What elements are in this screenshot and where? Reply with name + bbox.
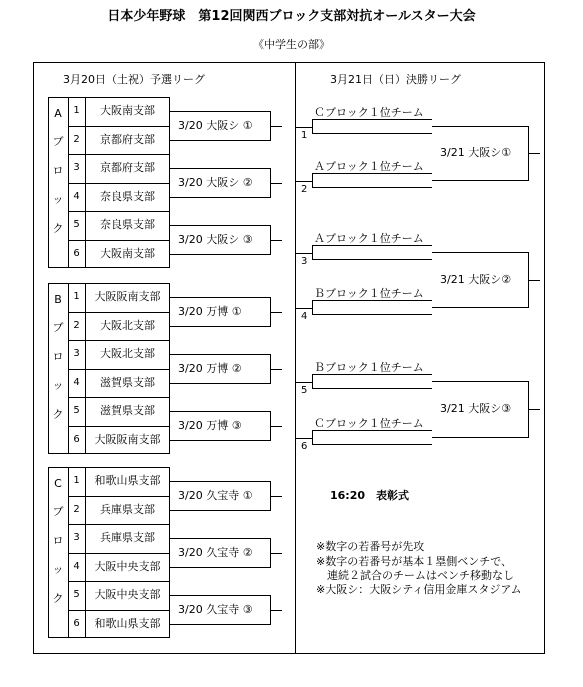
bracket-line [170, 297, 270, 298]
final-match-label: 3/21 大阪シ① [440, 146, 512, 159]
slot-line [312, 374, 432, 375]
team-name: 大阪阪南支部 [94, 432, 161, 446]
ceremony-text: 16:20 表彰式 [330, 489, 410, 502]
slot-line [312, 173, 432, 174]
final-slot-label: Ｃブロック１位チーム [314, 106, 424, 119]
slot-number: 3 [301, 256, 308, 267]
team-name: 京都府支部 [100, 161, 155, 174]
row-divider [68, 240, 170, 241]
row-divider [68, 610, 170, 611]
team-number: 5 [73, 219, 80, 230]
bracket-line [270, 426, 282, 427]
slot-line [312, 300, 313, 315]
match-label: 3/20 大阪シ ① [178, 118, 253, 132]
final-slot-label: Ｃブロック１位チーム [314, 417, 424, 430]
bracket-line [170, 225, 270, 226]
slot-line [312, 245, 432, 246]
bracket-line [170, 197, 270, 198]
slot-stub [296, 127, 312, 128]
final-match-label: 3/21 大阪シ② [440, 272, 512, 286]
bracket-line [528, 409, 540, 410]
match-label: 3/20 大阪シ ② [178, 175, 253, 189]
row-divider [68, 369, 170, 370]
team-number: 3 [73, 532, 80, 543]
block-label-char: ロ [52, 534, 64, 547]
team-name: 大阪南支部 [100, 104, 155, 117]
match-label: 3/20 万博 ③ [178, 418, 242, 432]
team-name: 大阪中央支部 [94, 588, 161, 601]
bracket-line [528, 280, 540, 281]
bracket-line [270, 553, 282, 554]
slot-stub [296, 308, 312, 309]
slot-line [312, 300, 432, 301]
block-letter: A [54, 107, 62, 120]
team-number: 6 [73, 617, 80, 629]
team-number: 6 [73, 247, 80, 259]
row-divider [68, 211, 170, 212]
slot-line [312, 430, 313, 445]
match-label: 3/20 久宝寺 ① [178, 488, 253, 502]
final-slot-label: Ｂブロック１位チーム [314, 361, 424, 374]
team-number: 1 [73, 105, 80, 116]
match-label: 3/20 万博 ② [178, 361, 242, 375]
block-label-char: ク [52, 592, 64, 605]
bracket-line [170, 595, 270, 596]
bracket-line [170, 624, 270, 625]
bracket-line [170, 440, 270, 441]
bracket-line [270, 610, 282, 611]
slot-stub [296, 253, 312, 254]
team-number: 5 [73, 405, 80, 416]
bracket-line [170, 411, 270, 412]
slot-line [312, 173, 313, 188]
match-label: 3/20 久宝寺 ③ [178, 602, 253, 616]
slot-line [312, 430, 432, 431]
team-name: 大阪北支部 [100, 318, 155, 332]
block-label-char: ブ [52, 321, 64, 334]
slot-number: 5 [301, 385, 308, 396]
team-name: 兵庫県支部 [100, 502, 155, 516]
team-number: 3 [73, 162, 80, 173]
prelim-header: 3月20日（土祝）予選リーグ [63, 73, 205, 86]
slot-stub [296, 382, 312, 383]
slot-line [312, 259, 432, 260]
bracket-line [170, 354, 270, 355]
block-letter: B [54, 293, 62, 306]
slot-stub [296, 438, 312, 439]
team-number: 1 [73, 291, 80, 302]
final-header: 3月21日（日）決勝リーグ [330, 73, 461, 86]
team-name: 大阪北支部 [100, 347, 155, 360]
block-label-char: ッ [52, 379, 64, 392]
match-label: 3/20 久宝寺 ② [178, 545, 253, 559]
team-name: 和歌山県支部 [94, 474, 161, 487]
bracket-line [170, 510, 270, 511]
team-name: 京都府支部 [100, 132, 155, 146]
slot-number: 1 [301, 130, 308, 141]
final-slot-label: Ｂブロック１位チーム [314, 287, 424, 300]
block-label-char: ッ [52, 563, 64, 576]
team-number: 1 [73, 475, 80, 486]
team-name: 大阪阪南支部 [94, 290, 161, 303]
bracket-line [432, 252, 528, 253]
bracket-line [432, 307, 528, 308]
bracket-line [170, 326, 270, 327]
team-name: 奈良県支部 [100, 189, 155, 203]
match-label: 3/20 大阪シ ③ [178, 232, 253, 246]
team-name: 兵庫県支部 [100, 531, 155, 544]
team-name: 大阪南支部 [100, 246, 155, 260]
bracket-line [432, 126, 528, 127]
slot-stub [296, 181, 312, 182]
bracket-line [270, 126, 282, 127]
bracket-line [432, 437, 528, 438]
bracket-line [170, 254, 270, 255]
match-label: 3/20 万博 ① [178, 304, 242, 318]
team-number: 2 [73, 133, 80, 145]
block-letter: C [54, 477, 62, 490]
block-label-char: ロ [52, 164, 64, 177]
bracket-line [528, 153, 540, 154]
team-name: 大阪中央支部 [94, 559, 161, 573]
slot-line [312, 374, 313, 389]
row-divider [68, 581, 170, 582]
team-name: 和歌山県支部 [94, 616, 161, 630]
note-line: ※数字の若番号が先攻 [316, 540, 425, 553]
bracket-line [170, 383, 270, 384]
team-number: 4 [73, 376, 80, 388]
team-number: 6 [73, 433, 80, 445]
team-number: 4 [73, 190, 80, 202]
row-divider [68, 126, 170, 127]
final-slot-label: Ａブロック１位チーム [314, 160, 424, 173]
slot-line [312, 119, 432, 120]
center-divider [295, 62, 296, 654]
slot-line [312, 314, 432, 315]
bracket-line [170, 168, 270, 169]
team-name: 滋賀県支部 [100, 404, 155, 417]
block-label-char: ブ [52, 135, 64, 148]
row-divider [68, 183, 170, 184]
row-divider [68, 340, 170, 341]
slot-number: 4 [301, 311, 308, 322]
row-divider [68, 524, 170, 525]
slot-number: 2 [301, 184, 308, 195]
note-line: ※大阪シ：大阪シティ信用金庫スタジアム [316, 583, 522, 596]
page-title: 日本少年野球 第12回関西ブロック支部対抗オールスター大会 [107, 9, 476, 24]
bracket-line [170, 481, 270, 482]
block-label-char: ブ [52, 505, 64, 518]
row-divider [68, 312, 170, 313]
block-label-char: ッ [52, 193, 64, 206]
bracket-line [270, 496, 282, 497]
slot-line [312, 245, 313, 260]
slot-line [312, 133, 432, 134]
bracket-line [270, 369, 282, 370]
note-line: ※数字の若番号が基本１塁側ベンチで、 [316, 555, 512, 568]
row-divider [68, 496, 170, 497]
block-label-char: ロ [52, 350, 64, 363]
block-label-char: ク [52, 408, 64, 421]
final-match-label: 3/21 大阪シ③ [440, 402, 512, 415]
bracket-line [170, 140, 270, 141]
slot-line [312, 444, 432, 445]
bracket-line [270, 240, 282, 241]
note-line: 連続２試合のチームはベンチ移動なし [316, 569, 514, 582]
team-name: 滋賀県支部 [100, 375, 155, 389]
page-subtitle: 《中学生の部》 [253, 38, 330, 51]
slot-line [312, 187, 432, 188]
bracket-line [432, 381, 528, 382]
row-divider [68, 553, 170, 554]
team-name: 奈良県支部 [100, 218, 155, 231]
bracket-line [270, 312, 282, 313]
team-number: 2 [73, 319, 80, 331]
final-slot-label: Ａブロック１位チーム [314, 232, 424, 245]
bracket-line [170, 538, 270, 539]
bracket-line [170, 567, 270, 568]
team-number: 3 [73, 348, 80, 359]
row-divider [68, 426, 170, 427]
team-number: 2 [73, 503, 80, 515]
row-divider [68, 397, 170, 398]
slot-line [312, 388, 432, 389]
team-number: 4 [73, 560, 80, 572]
row-divider [68, 154, 170, 155]
bracket-line [270, 183, 282, 184]
block-label-char: ク [52, 222, 64, 235]
slot-number: 6 [301, 441, 308, 452]
bracket-line [432, 180, 528, 181]
slot-line [312, 119, 313, 134]
bracket-line [170, 111, 270, 112]
team-number: 5 [73, 589, 80, 600]
